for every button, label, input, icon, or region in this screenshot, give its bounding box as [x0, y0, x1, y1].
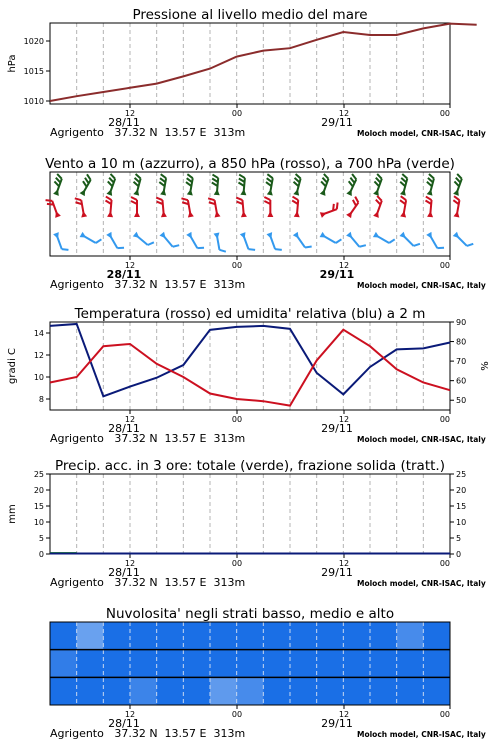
barb-feather	[160, 174, 166, 178]
barb-feather	[197, 245, 204, 251]
x-tick-label: 00	[231, 710, 243, 719]
y-tick-label: 1010	[23, 97, 44, 106]
panel-title: Nuvolosita' negli strati basso, medio e alto	[105, 606, 395, 622]
barb-feather	[454, 196, 460, 200]
wind-barb-700	[237, 175, 248, 196]
wind-barb-10m	[399, 230, 420, 251]
x-tick-label: 00	[231, 559, 243, 568]
y-tick-label-right: 15	[456, 502, 467, 511]
barb-feather	[389, 238, 395, 245]
date-label: 29/11	[321, 422, 353, 435]
location-label: Agrigento 37.32 N 13.57 E 313m	[50, 278, 246, 291]
cloud-cell	[210, 677, 237, 705]
y-tick-label: 12	[33, 351, 44, 360]
wind-barb-700	[77, 174, 95, 196]
wind-barb-10m	[266, 231, 281, 253]
x-tick-label: 12	[124, 559, 136, 568]
x-tick-label: 00	[439, 261, 450, 270]
wind-barb-850	[156, 197, 167, 218]
x-tick-label: 12	[124, 109, 136, 118]
barb-feather	[212, 175, 218, 179]
barb-feather	[187, 174, 193, 178]
x-tick-label: 12	[338, 710, 350, 719]
location-label: Agrigento 37.32 N 13.57 E 313m	[50, 576, 246, 589]
x-tick-label: 12	[124, 261, 136, 270]
date-label: 29/11	[321, 566, 353, 579]
barb-feather	[248, 247, 255, 252]
wind-barb-10m	[346, 230, 366, 251]
barb-feather	[181, 197, 187, 201]
barb-feather	[239, 175, 245, 179]
barb-feather	[267, 174, 273, 178]
y-tick-label-right: 70	[456, 357, 467, 367]
barb-feather	[275, 247, 282, 252]
wind-barb-850	[397, 196, 409, 217]
barb-feather	[75, 197, 81, 201]
wind-barb-700	[50, 174, 65, 196]
wind-barb-10m	[320, 229, 342, 247]
barb-feather	[62, 247, 69, 252]
wind-barb-850	[236, 197, 247, 218]
location-label: Agrigento 37.32 N 13.57 E 313m	[50, 727, 246, 740]
panel-title: Vento a 10 m (azzurro), a 850 hPa (rosso), a 700 hPa (verde)	[45, 156, 455, 172]
barb-feather	[148, 240, 154, 247]
barb-feather	[117, 245, 124, 251]
cloud-cell	[397, 622, 424, 650]
panel-title: Temperatura (rosso) ed umidita' relativa (blu) a 2 m	[74, 306, 426, 322]
x-tick-label: 00	[439, 109, 450, 118]
wind-barb-700	[397, 174, 411, 196]
panel-title: Pressione al livello medio del mare	[132, 7, 368, 23]
barb-feather	[131, 197, 137, 200]
x-tick-label: 00	[439, 415, 450, 424]
wind-barb-850	[46, 197, 61, 219]
barb-head	[80, 188, 88, 196]
barb-feather	[208, 197, 214, 201]
wind-barb-700	[130, 174, 144, 196]
x-tick-label: 12	[338, 261, 350, 270]
wind-barb-700	[104, 174, 119, 196]
y-axis-label: hPa	[7, 54, 18, 73]
y-tick-label-right: 90	[456, 318, 467, 327]
x-tick-label: 12	[124, 710, 136, 719]
barb-head	[267, 211, 273, 217]
wind-barb-10m	[186, 230, 204, 252]
y-tick-label: 0	[38, 550, 44, 559]
y-tick-label: 10	[33, 518, 44, 527]
y-tick-label-right: 0	[456, 550, 462, 559]
x-tick-label: 00	[231, 415, 243, 424]
barb-head	[294, 211, 301, 218]
plot-frame	[50, 322, 450, 410]
wind-barb-10m	[133, 229, 154, 249]
y-tick-label: 1015	[23, 67, 44, 76]
y-tick-label: 25	[33, 470, 44, 479]
y-tick-label-right: 50	[456, 396, 467, 406]
cloud-cell	[130, 677, 157, 705]
plot-frame	[50, 474, 450, 554]
barb-feather	[219, 249, 225, 253]
wind-barb-850	[424, 197, 435, 218]
y-tick-label-right: 25	[456, 470, 467, 479]
date-label: 28/11	[106, 268, 142, 281]
model-credit: Moloch model, CNR-ISAC, Italy	[357, 129, 486, 138]
date-label: 28/11	[108, 566, 140, 579]
x-tick-label: 00	[231, 109, 243, 118]
wind-barb-10m	[214, 232, 226, 253]
y-tick-label-right: 60	[456, 376, 467, 386]
barb-feather	[106, 197, 112, 201]
date-label: 28/11	[108, 422, 140, 435]
wind-barb-10m	[426, 230, 444, 252]
date-label: 28/11	[108, 116, 140, 129]
barb-feather	[467, 242, 473, 248]
x-tick-label: 12	[338, 559, 350, 568]
wind-barb-700	[370, 174, 385, 196]
wind-barb-850	[104, 197, 115, 218]
y-tick-label: 20	[33, 486, 44, 495]
barb-head	[160, 211, 167, 218]
model-credit: Moloch model, CNR-ISAC, Italy	[357, 730, 486, 739]
barb-feather	[292, 197, 298, 201]
cloud-cell	[77, 622, 104, 650]
wind-barb-10m	[106, 230, 124, 252]
wind-barb-700	[317, 174, 332, 196]
y-tick-label: 1020	[23, 37, 44, 46]
barb-head	[134, 211, 140, 217]
wind-barb-10m	[159, 230, 179, 251]
wind-barb-700	[157, 174, 169, 195]
barb-feather	[305, 244, 312, 250]
wind-barb-700	[211, 175, 222, 196]
y-tick-label: 5	[38, 534, 44, 543]
date-label: 28/11	[108, 717, 140, 730]
barb-head	[240, 211, 247, 218]
wind-barb-700	[344, 174, 361, 196]
barb-head	[373, 232, 381, 240]
x-tick-label: 00	[439, 559, 450, 568]
wind-barb-700	[424, 174, 438, 196]
barb-head	[320, 232, 328, 240]
barb-feather	[335, 203, 340, 210]
humidity-line	[50, 324, 450, 396]
barb-feather	[426, 197, 432, 201]
barb-feather	[264, 197, 270, 200]
model-credit: Moloch model, CNR-ISAC, Italy	[357, 281, 486, 290]
x-tick-label: 00	[439, 710, 450, 719]
x-tick-label: 12	[124, 415, 136, 424]
wind-barb-850	[319, 203, 341, 218]
y-tick-label: 14	[33, 329, 44, 338]
barb-feather	[400, 196, 406, 200]
panel-title: Precip. acc. in 3 ore: totale (verde), frazione solida (tratt.)	[55, 458, 445, 474]
wind-barb-850	[291, 197, 302, 218]
model-credit: Moloch model, CNR-ISAC, Italy	[357, 579, 486, 588]
barb-head	[346, 188, 354, 196]
barb-head	[214, 189, 221, 196]
wind-barb-850	[344, 197, 363, 219]
y-tick-label: 8	[38, 395, 44, 404]
barb-head	[186, 232, 194, 240]
wind-barb-850	[370, 196, 385, 218]
y-tick-label-right: 80	[456, 337, 467, 347]
wind-barb-850	[264, 197, 273, 217]
wind-barb-700	[264, 174, 276, 195]
barb-feather	[173, 243, 180, 249]
wind-barb-10m	[373, 229, 395, 247]
barb-feather	[96, 238, 102, 245]
barb-head	[80, 232, 88, 240]
model-credit: Moloch model, CNR-ISAC, Italy	[357, 435, 486, 444]
wind-barb-700	[290, 174, 304, 196]
y-tick-label: 10	[33, 373, 44, 382]
location-label: Agrigento 37.32 N 13.57 E 313m	[50, 432, 246, 445]
barb-head	[240, 189, 247, 196]
x-tick-label: 12	[338, 109, 350, 118]
y-tick-label-right: 10	[456, 518, 467, 527]
barb-feather	[414, 242, 420, 248]
wind-barb-10m	[53, 231, 68, 253]
x-tick-label: 00	[231, 261, 243, 270]
date-label: 29/11	[321, 116, 353, 129]
barb-feather	[336, 238, 342, 245]
wind-barb-10m	[240, 231, 255, 253]
y-axis-label: mm	[7, 504, 18, 524]
barb-head	[427, 211, 434, 218]
wind-barb-10m	[293, 230, 312, 252]
barb-head	[426, 232, 434, 240]
cloud-cell	[50, 650, 77, 678]
barb-feather	[359, 243, 366, 249]
x-tick-label: 12	[338, 415, 350, 424]
cloud-cell	[237, 677, 264, 705]
location-label: Agrigento 37.32 N 13.57 E 313m	[50, 126, 246, 139]
barb-head	[106, 232, 114, 240]
y-axis-label-right: %	[480, 361, 491, 371]
date-label: 29/11	[319, 268, 355, 281]
wind-barb-700	[450, 174, 465, 196]
wind-barb-850	[131, 197, 140, 217]
date-label: 29/11	[321, 717, 353, 730]
wind-barb-10m	[80, 229, 102, 247]
wind-barb-850	[451, 196, 463, 217]
y-axis-label: gradi C	[7, 348, 18, 384]
y-tick-label-right: 5	[456, 534, 462, 543]
y-tick-label: 15	[33, 502, 44, 511]
barb-feather	[437, 245, 444, 251]
barb-feather	[46, 198, 53, 203]
y-tick-label-right: 20	[456, 486, 467, 495]
wind-barb-10m	[453, 230, 474, 251]
wind-barb-700	[184, 174, 196, 195]
barb-head	[107, 211, 114, 218]
